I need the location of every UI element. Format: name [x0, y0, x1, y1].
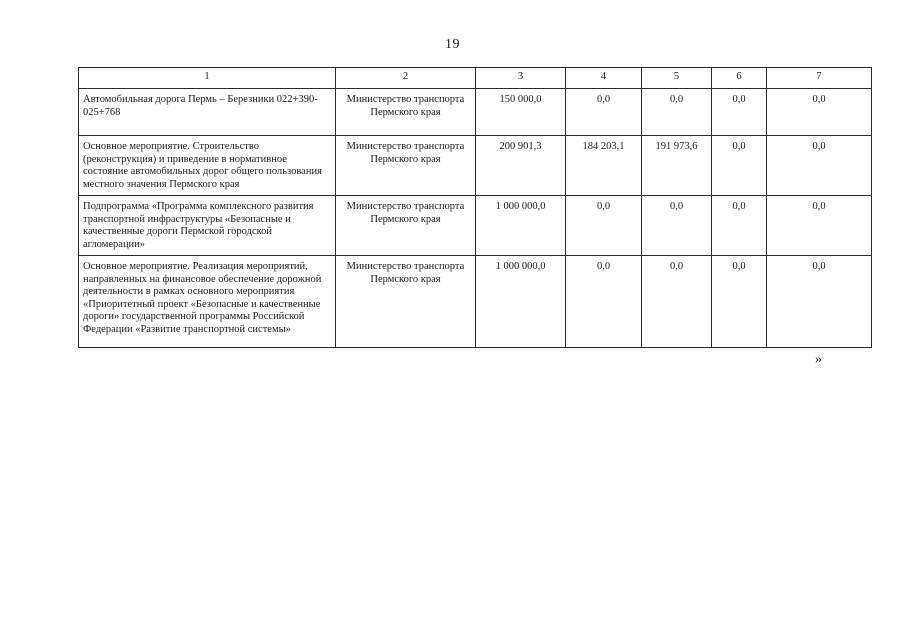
amount-cell: 0,0	[767, 89, 872, 136]
amount-cell: 191 973,6	[642, 136, 712, 196]
amount-cell: 0,0	[642, 256, 712, 348]
amount-cell: 0,0	[767, 256, 872, 348]
responsible-ministry: Министерство транспорта Пермского края	[336, 89, 476, 136]
amount-cell: 0,0	[767, 196, 872, 256]
item-name: Автомобильная дорога Пермь – Березники 022+390-025+768	[79, 89, 336, 136]
page-number: 19	[445, 37, 460, 52]
amount-cell: 0,0	[767, 136, 872, 196]
amount-cell: 0,0	[566, 89, 642, 136]
amount-cell: 1 000 000,0	[476, 196, 566, 256]
item-name: Основное мероприятие. Реализация мероприятий, направленных на финансовое обеспечение дорожной деятельности в рамках основного мероприятия «Приоритетный проект «Безопасные и качественные дороги» государственной программы Российской Федерации «Развитие транспортной системы»	[79, 256, 336, 348]
table-row	[79, 256, 872, 348]
column-header: 4	[566, 68, 642, 89]
table-row	[79, 89, 872, 136]
column-header: 7	[767, 68, 872, 89]
amount-cell: 0,0	[566, 256, 642, 348]
column-header: 3	[476, 68, 566, 89]
amount-cell: 0,0	[712, 89, 767, 136]
item-name: Основное мероприятие. Строительство (реконструкция) и приведение в нормативное состояние автомобильных дорог общего пользования местного значения Пермского края	[79, 136, 336, 196]
column-header: 1	[79, 68, 336, 89]
responsible-ministry: Министерство транспорта Пермского края	[336, 136, 476, 196]
column-header: 2	[336, 68, 476, 89]
header-row	[79, 68, 872, 89]
responsible-ministry: Министерство транспорта Пермского края	[336, 196, 476, 256]
program-financing-table	[78, 67, 872, 348]
closing-quote-mark: »	[815, 352, 822, 367]
responsible-ministry: Министерство транспорта Пермского края	[336, 256, 476, 348]
table-row	[79, 136, 872, 196]
table-row	[79, 196, 872, 256]
amount-cell: 0,0	[712, 256, 767, 348]
amount-cell: 0,0	[642, 89, 712, 136]
amount-cell: 0,0	[712, 196, 767, 256]
amount-cell: 1 000 000,0	[476, 256, 566, 348]
amount-cell: 0,0	[566, 196, 642, 256]
column-header: 5	[642, 68, 712, 89]
amount-cell: 150 000,0	[476, 89, 566, 136]
amount-cell: 184 203,1	[566, 136, 642, 196]
item-name: Подпрограмма «Программа комплексного развития транспортной инфраструктуры «Безопасные и качественные дороги Пермской городской агломерации»	[79, 196, 336, 256]
amount-cell: 200 901,3	[476, 136, 566, 196]
amount-cell: 0,0	[712, 136, 767, 196]
amount-cell: 0,0	[642, 196, 712, 256]
column-header: 6	[712, 68, 767, 89]
